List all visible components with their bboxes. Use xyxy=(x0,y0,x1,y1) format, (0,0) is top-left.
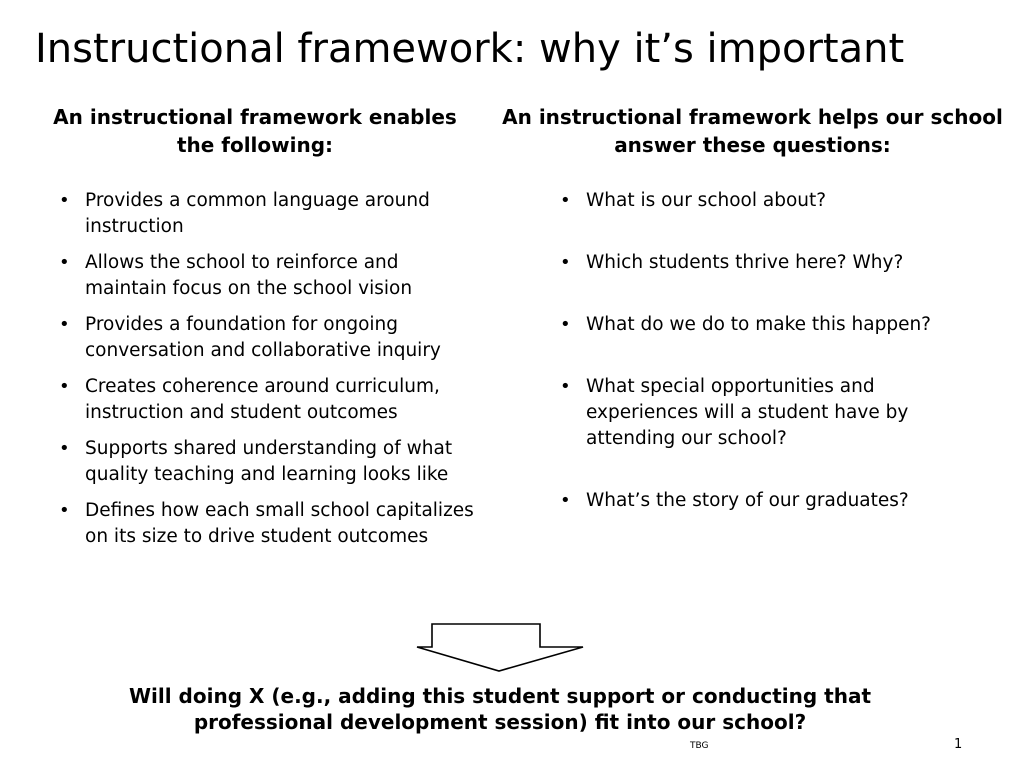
right-bullet-list xyxy=(558,188,988,550)
conclusion-question: Will doing X (e.g., adding this student support or conducting that professional development session) fit into our school? xyxy=(128,684,872,734)
footer-tag: TBG xyxy=(690,741,709,751)
bullet-icon: • xyxy=(560,314,571,335)
right-bullet-text: What do we do to make this happen? xyxy=(586,314,932,335)
bullet-icon: • xyxy=(560,376,571,397)
bullet-icon: • xyxy=(59,252,70,273)
slide-title: Instructional framework: why it’s important xyxy=(35,26,905,72)
right-bullet-item xyxy=(558,312,988,338)
left-bullet-item xyxy=(57,498,477,550)
bullet-icon: • xyxy=(560,490,571,511)
left-bullet-text: Allows the school to reinforce and maintain focus on the school vision xyxy=(85,252,413,299)
bullet-icon: • xyxy=(59,314,70,335)
bullet-icon: • xyxy=(560,190,571,211)
bullet-icon: • xyxy=(59,376,70,397)
left-column-heading: An instructional framework enables the following: xyxy=(53,105,457,157)
down-arrow-icon xyxy=(415,622,587,674)
left-bullet-text: Provides a foundation for ongoing conversation and collaborative inquiry xyxy=(85,314,441,361)
right-bullet-text: What special opportunities and experiences will a student have by attending our school? xyxy=(586,376,909,449)
left-bullet-item xyxy=(57,374,477,426)
bullet-icon: • xyxy=(59,190,70,211)
left-bullet-item xyxy=(57,250,477,302)
bullet-icon: • xyxy=(59,500,70,521)
left-bullet-text: Provides a common language around instruction xyxy=(85,190,430,237)
left-bullet-text: Defines how each small school capitalizes on its size to drive student outcomes xyxy=(85,500,474,547)
right-bullet-item xyxy=(558,188,988,214)
page-number: 1 xyxy=(954,737,963,752)
right-bullet-text: What’s the story of our graduates? xyxy=(586,490,909,511)
right-bullet-text: Which students thrive here? Why? xyxy=(586,252,904,273)
right-bullet-item xyxy=(558,250,988,276)
right-column-heading: An instructional framework helps our school answer these questions: xyxy=(502,105,1003,157)
right-bullet-item xyxy=(558,488,988,514)
left-bullet-item xyxy=(57,188,477,240)
left-bullet-list xyxy=(57,188,477,560)
bullet-icon: • xyxy=(59,438,70,459)
right-bullet-text: What is our school about? xyxy=(586,190,827,211)
right-bullet-item xyxy=(558,374,988,452)
left-bullet-text: Creates coherence around curriculum, instruction and student outcomes xyxy=(85,376,440,423)
left-bullet-item xyxy=(57,436,477,488)
left-bullet-text: Supports shared understanding of what quality teaching and learning looks like xyxy=(85,438,453,485)
bullet-icon: • xyxy=(560,252,571,273)
left-bullet-item xyxy=(57,312,477,364)
